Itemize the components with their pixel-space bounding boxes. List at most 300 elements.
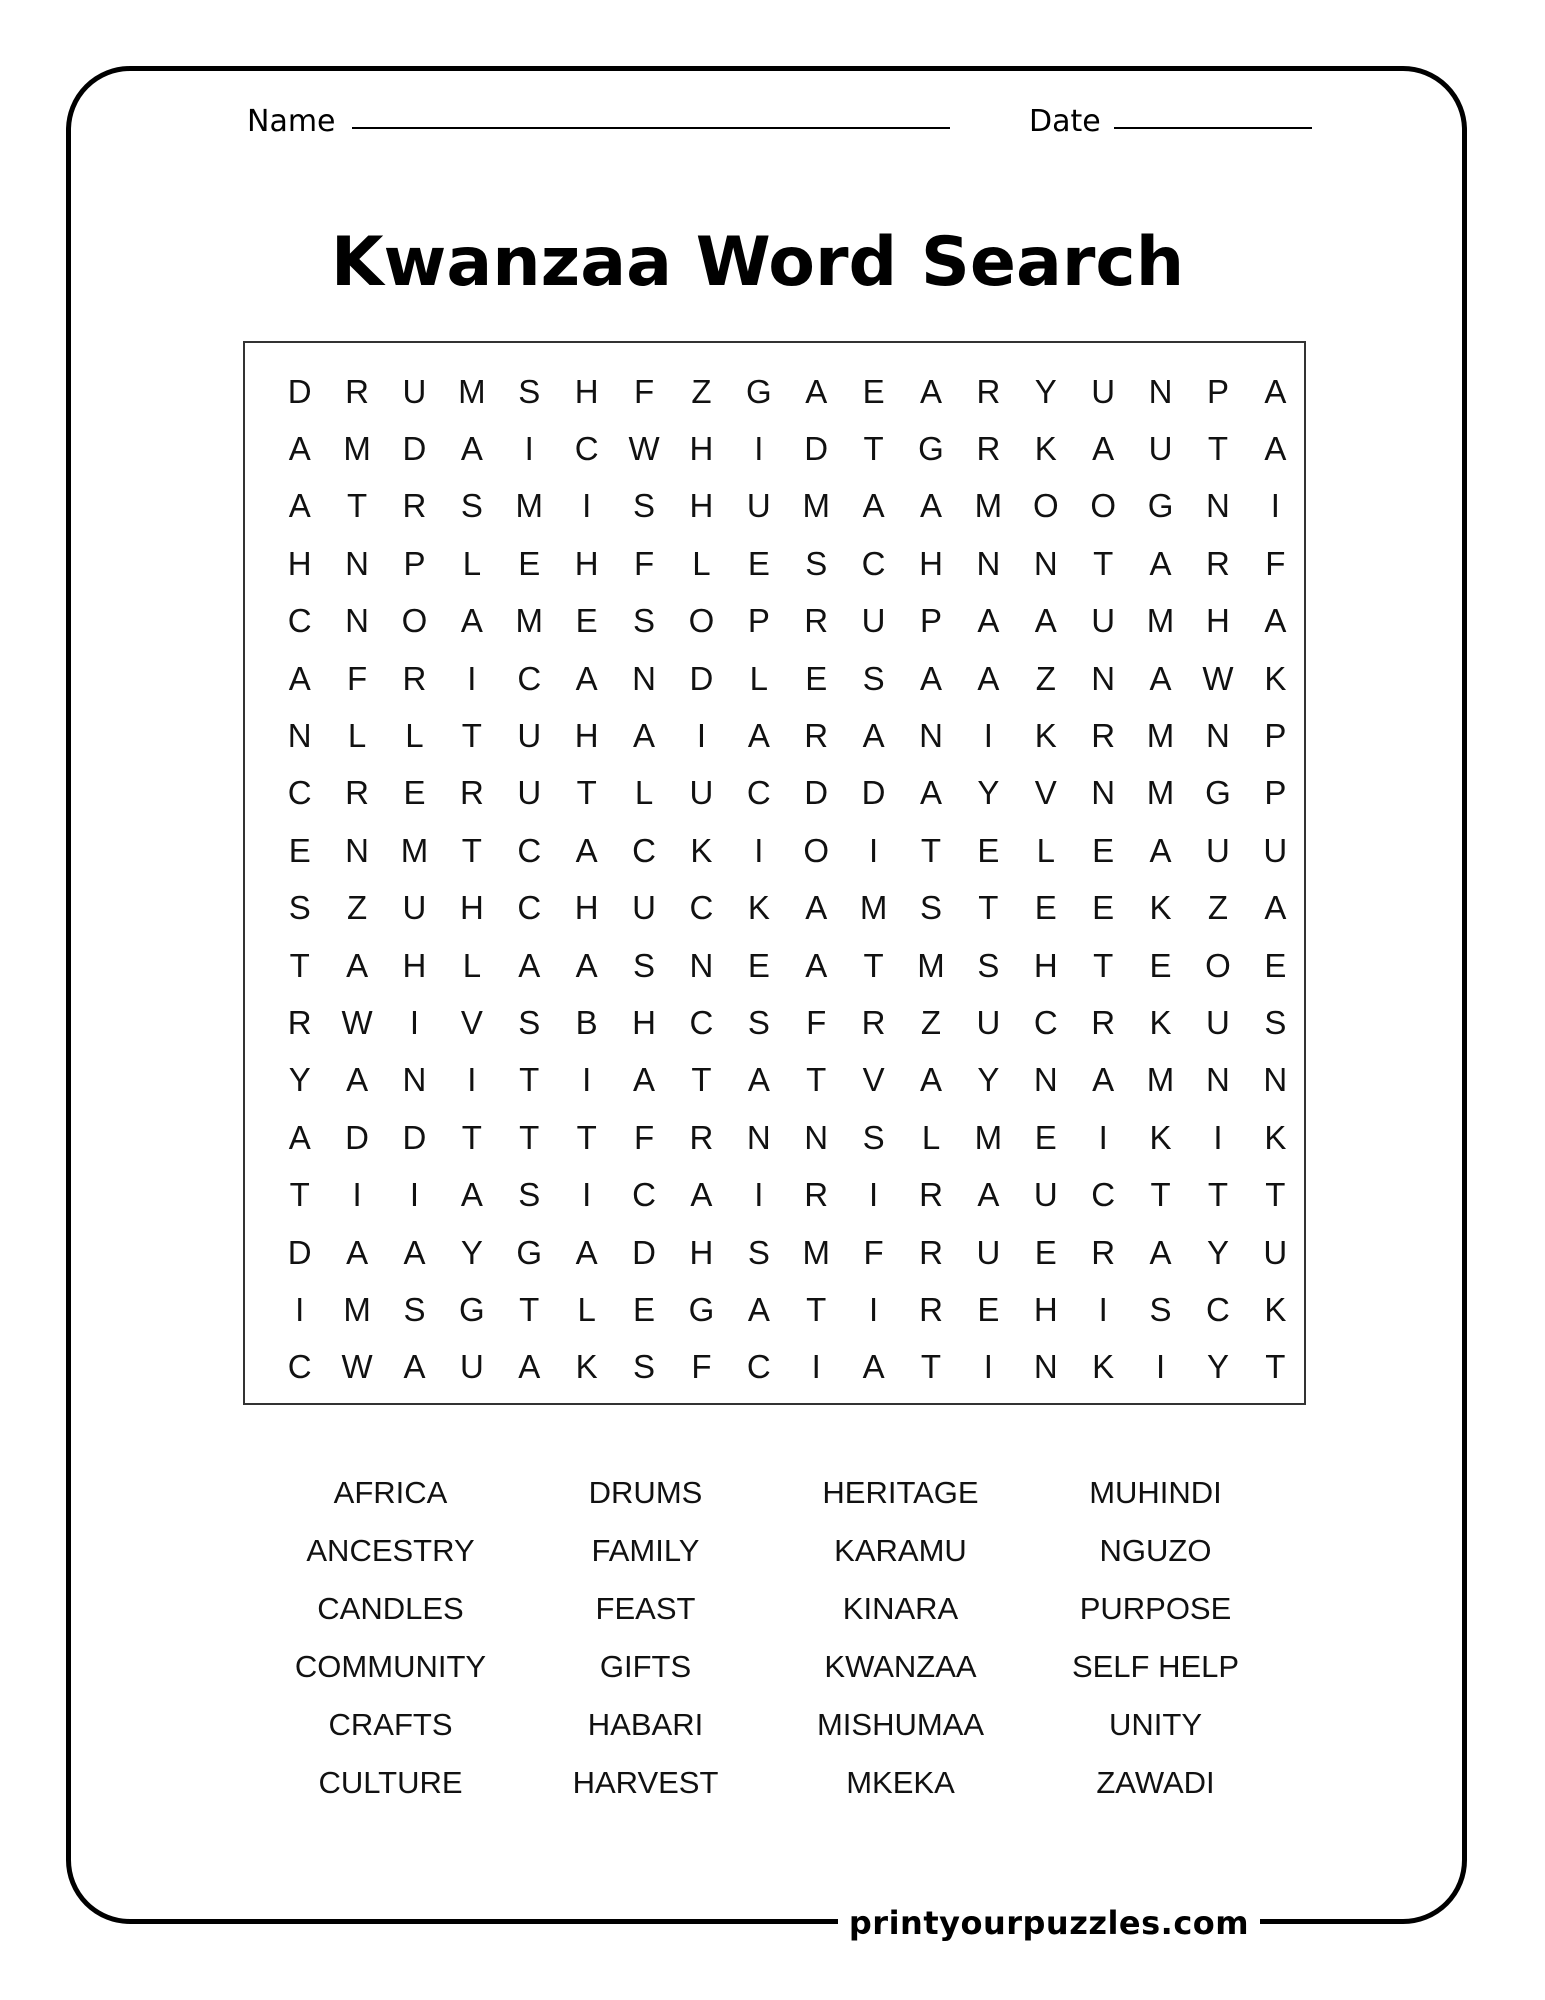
grid-letter: A xyxy=(633,1061,656,1099)
grid-letter: A xyxy=(1149,1233,1172,1271)
grid-letter: U xyxy=(517,717,542,755)
grid-letter: R xyxy=(287,1003,312,1041)
grid-letter: P xyxy=(1264,717,1287,755)
grid-letter: A xyxy=(460,1176,483,1214)
grid-letter: T xyxy=(519,1118,540,1156)
grid-letter: N xyxy=(1148,372,1173,410)
grid-letter: U xyxy=(689,774,714,812)
grid-letter: F xyxy=(633,544,655,582)
grid-letter: A xyxy=(288,659,311,697)
grid-letter: H xyxy=(574,544,599,582)
grid-letter: A xyxy=(1264,372,1287,410)
grid-letter: C xyxy=(689,889,714,927)
grid-letter: A xyxy=(919,774,942,812)
grid-letter: S xyxy=(633,487,656,525)
grid-letter: C xyxy=(517,889,542,927)
grid-letter: I xyxy=(409,1003,420,1041)
grid-letter: T xyxy=(576,1118,597,1156)
grid-letter: H xyxy=(459,889,484,927)
word-list-item: FAMILY xyxy=(591,1533,700,1568)
grid-letter: U xyxy=(402,889,427,927)
grid-letter: G xyxy=(516,1233,543,1271)
grid-letter: A xyxy=(518,946,541,984)
grid-letter: D xyxy=(402,1118,427,1156)
grid-letter: U xyxy=(1091,372,1116,410)
grid-letter: Y xyxy=(460,1233,483,1271)
grid-letter: A xyxy=(862,717,885,755)
grid-letter: C xyxy=(1206,1290,1230,1328)
grid-letter: O xyxy=(401,602,428,640)
grid-letter: C xyxy=(517,659,542,697)
grid-letter: G xyxy=(745,372,772,410)
grid-letter: M xyxy=(917,946,945,984)
grid-letter: G xyxy=(459,1290,485,1328)
grid-letter: C xyxy=(746,1348,771,1386)
grid-letter: Y xyxy=(1206,1233,1229,1271)
grid-letter: M xyxy=(400,831,429,869)
grid-letter: E xyxy=(977,1290,1000,1328)
grid-letter: M xyxy=(515,487,543,525)
word-list-item: ANCESTRY xyxy=(306,1533,475,1568)
word-list-item: GIFTS xyxy=(599,1649,692,1684)
grid-letter: I xyxy=(582,1176,592,1214)
grid-letter: M xyxy=(458,372,486,410)
grid-letter: B xyxy=(575,1003,598,1041)
grid-letter: A xyxy=(288,1118,311,1156)
grid-letter: T xyxy=(1093,544,1114,582)
grid-letter: U xyxy=(976,1003,1001,1041)
grid-letter: A xyxy=(1092,1061,1115,1099)
grid-letter: T xyxy=(519,1061,540,1099)
grid-letter: N xyxy=(1206,1061,1230,1099)
grid-letter: O xyxy=(803,831,830,869)
grid-letter: L xyxy=(921,1118,941,1156)
grid-letter: S xyxy=(1264,1003,1287,1041)
grid-letter: T xyxy=(1207,430,1229,468)
grid-letter: T xyxy=(1150,1176,1171,1214)
grid-letter: K xyxy=(1149,1118,1172,1156)
grid-letter: L xyxy=(577,1290,596,1328)
grid-letter: Y xyxy=(977,1061,1000,1099)
grid-letter: I xyxy=(1098,1118,1108,1156)
grid-letter: H xyxy=(689,487,714,525)
grid-letter: S xyxy=(747,1233,770,1271)
word-list-item: AFRICA xyxy=(333,1475,448,1510)
grid-letter: T xyxy=(576,774,597,812)
grid-letter: H xyxy=(574,889,599,927)
grid-letter: D xyxy=(804,774,829,812)
grid-letter: A xyxy=(919,1061,942,1099)
grid-letter: R xyxy=(861,1003,886,1041)
grid-letter: P xyxy=(919,602,942,640)
grid-letter: S xyxy=(747,1003,770,1041)
grid-letter: C xyxy=(746,774,771,812)
grid-letter: F xyxy=(691,1348,712,1386)
grid-letter: I xyxy=(582,1061,592,1099)
grid-letter: W xyxy=(341,1348,373,1386)
grid-letter: U xyxy=(861,602,886,640)
grid-letter: N xyxy=(345,602,369,640)
grid-letter: E xyxy=(1264,946,1287,984)
grid-letter: K xyxy=(1034,717,1057,755)
grid-letter: T xyxy=(863,946,884,984)
word-list-item: FEAST xyxy=(595,1591,696,1626)
grid-letter: N xyxy=(1206,717,1230,755)
grid-letter: H xyxy=(1033,946,1058,984)
word-list xyxy=(263,1464,1283,1812)
grid-letter: F xyxy=(633,1118,655,1156)
grid-letter: H xyxy=(402,946,427,984)
grid-letter: T xyxy=(289,1176,310,1214)
grid-letter: U xyxy=(1033,1176,1058,1214)
grid-letter: I xyxy=(869,1290,879,1328)
grid-letter: S xyxy=(518,1003,541,1041)
grid-letter: E xyxy=(862,372,885,410)
grid-letter: P xyxy=(1206,372,1229,410)
grid-letter: A xyxy=(862,1348,885,1386)
grid-letter: U xyxy=(1263,1233,1288,1271)
word-list-item: KARAMU xyxy=(834,1533,967,1568)
grid-letter: R xyxy=(919,1176,943,1214)
date-field-line[interactable] xyxy=(1114,127,1312,129)
grid-letter: A xyxy=(575,946,598,984)
grid-letter: V xyxy=(862,1061,885,1099)
grid-letter: T xyxy=(920,831,942,869)
grid-letter: T xyxy=(519,1290,540,1328)
grid-letter: Y xyxy=(977,774,1000,812)
grid-letter: A xyxy=(346,1061,369,1099)
grid-letter: T xyxy=(1207,1176,1229,1214)
grid-letter: S xyxy=(919,889,942,927)
grid-letter: O xyxy=(1032,487,1059,525)
grid-letter: R xyxy=(402,659,427,697)
grid-letter: A xyxy=(747,1290,770,1328)
grid-letter: A xyxy=(1264,889,1287,927)
grid-letter: T xyxy=(806,1290,827,1328)
grid-letter: F xyxy=(633,372,655,410)
grid-letter: A xyxy=(919,487,942,525)
grid-letter: T xyxy=(863,430,884,468)
grid-letter: T xyxy=(461,1118,482,1156)
grid-letter: E xyxy=(1034,1233,1057,1271)
grid-letter: A xyxy=(1264,430,1287,468)
grid-letter: S xyxy=(460,487,483,525)
grid-letter: R xyxy=(689,1118,714,1156)
word-list-item: SELF HELP xyxy=(1071,1649,1240,1684)
grid-letter: W xyxy=(1202,659,1234,697)
grid-letter: M xyxy=(802,1233,830,1271)
grid-letter: R xyxy=(804,717,829,755)
grid-letter: N xyxy=(1263,1061,1288,1099)
grid-letter: K xyxy=(1149,1003,1172,1041)
grid-letter: Z xyxy=(920,1003,942,1041)
grid-letter: U xyxy=(632,889,656,927)
grid-letter: H xyxy=(287,544,312,582)
grid-letter: R xyxy=(1206,544,1230,582)
grid-letter: A xyxy=(690,1176,713,1214)
grid-letter: E xyxy=(747,946,770,984)
word-list-item: ZAWADI xyxy=(1096,1765,1215,1800)
grid-letter: T xyxy=(347,487,368,525)
grid-letter: U xyxy=(1091,602,1116,640)
grid-letter: D xyxy=(345,1118,369,1156)
grid-letter: O xyxy=(688,602,715,640)
word-list-item: MKEKA xyxy=(846,1765,955,1800)
grid-letter: L xyxy=(405,717,424,755)
grid-letter: S xyxy=(633,946,656,984)
word-list-item: CRAFTS xyxy=(328,1707,453,1742)
grid-letter: S xyxy=(862,1118,885,1156)
grid-letter: R xyxy=(1091,717,1116,755)
grid-letter: C xyxy=(689,1003,714,1041)
grid-letter: E xyxy=(977,831,1000,869)
grid-letter: M xyxy=(1146,717,1175,755)
grid-letter: O xyxy=(1090,487,1116,525)
grid-letter: N xyxy=(976,544,1001,582)
grid-letter: T xyxy=(289,946,310,984)
grid-letter: A xyxy=(919,659,942,697)
grid-letter: I xyxy=(983,717,993,755)
grid-letter: M xyxy=(515,602,543,640)
grid-letter: R xyxy=(919,1290,943,1328)
grid-letter: P xyxy=(403,544,426,582)
header xyxy=(0,100,1545,144)
grid-letter: M xyxy=(1146,602,1175,640)
word-list-item: UNITY xyxy=(1109,1707,1202,1742)
grid-letter: Z xyxy=(347,889,368,927)
grid-letter: R xyxy=(1091,1003,1116,1041)
grid-letter: C xyxy=(287,774,312,812)
grid-letter: Y xyxy=(1034,372,1057,410)
grid-letter: K xyxy=(690,831,713,869)
grid-letter: A xyxy=(805,372,828,410)
grid-letter: A xyxy=(1264,602,1287,640)
grid-letter: L xyxy=(634,774,654,812)
grid-letter: U xyxy=(746,487,771,525)
grid-letter: I xyxy=(467,1061,477,1099)
grid-letter: I xyxy=(467,659,477,697)
grid-letter: I xyxy=(811,1348,821,1386)
grid-letter: A xyxy=(460,430,483,468)
grid-letter: A xyxy=(575,1233,598,1271)
grid-letter: D xyxy=(287,1233,312,1271)
grid-letter: I xyxy=(409,1176,420,1214)
grid-letter: S xyxy=(1149,1290,1172,1328)
grid-letter: C xyxy=(861,544,886,582)
grid-letter: M xyxy=(1146,774,1175,812)
grid-letter: M xyxy=(974,1118,1003,1156)
grid-letter: L xyxy=(347,717,367,755)
grid-letter: A xyxy=(977,602,1000,640)
word-list-item: COMMUNITY xyxy=(294,1649,487,1684)
grid-letter: E xyxy=(805,659,828,697)
grid-letter: K xyxy=(1264,659,1287,697)
grid-letter: M xyxy=(1146,1061,1175,1099)
grid-letter: K xyxy=(747,889,770,927)
grid-letter: A xyxy=(1149,659,1172,697)
grid-letter: R xyxy=(402,487,427,525)
grid-letter: T xyxy=(1265,1176,1286,1214)
grid-letter: N xyxy=(804,1118,829,1156)
grid-letter: D xyxy=(632,1233,656,1271)
grid-letter: P xyxy=(747,602,770,640)
grid-letter: F xyxy=(347,659,368,697)
grid-letter: N xyxy=(345,831,369,869)
grid-letter: U xyxy=(517,774,542,812)
grid-letter: N xyxy=(1033,544,1058,582)
grid-letter: E xyxy=(1092,831,1115,869)
grid-letter: V xyxy=(460,1003,483,1041)
grid-letter: R xyxy=(976,430,1001,468)
grid-letter: A xyxy=(518,1348,541,1386)
grid-letter: N xyxy=(1033,1061,1058,1099)
grid-letter: L xyxy=(462,946,482,984)
grid-letter: S xyxy=(633,602,656,640)
grid-letter: K xyxy=(575,1348,598,1386)
grid-letter: E xyxy=(288,831,311,869)
grid-letter: A xyxy=(862,487,885,525)
grid-letter: C xyxy=(632,1176,656,1214)
grid-letter: I xyxy=(582,487,592,525)
grid-letter: E xyxy=(403,774,426,812)
grid-letter: A xyxy=(403,1348,426,1386)
grid-letter: N xyxy=(1206,487,1230,525)
grid-letter: P xyxy=(1264,774,1287,812)
grid-letter: E xyxy=(1149,946,1172,984)
grid-letter: I xyxy=(869,1176,879,1214)
grid-letter: A xyxy=(747,1061,770,1099)
grid-letter: D xyxy=(804,430,829,468)
grid-letter: H xyxy=(574,717,599,755)
grid-letter: U xyxy=(1148,430,1173,468)
grid-letter: I xyxy=(352,1176,362,1214)
word-list-item: HERITAGE xyxy=(822,1475,979,1510)
grid-letter: H xyxy=(632,1003,656,1041)
grid-letter: W xyxy=(628,430,660,468)
grid-letter: H xyxy=(689,430,714,468)
grid-letter: I xyxy=(754,1176,764,1214)
page-title: Kwanzaa Word Search xyxy=(330,223,1185,302)
grid-letter: A xyxy=(288,430,311,468)
grid-letter: I xyxy=(696,717,707,755)
grid-letter: N xyxy=(287,717,312,755)
grid-letter: C xyxy=(287,1348,312,1386)
grid-letter: M xyxy=(859,889,888,927)
grid-letter: E xyxy=(518,544,541,582)
grid-letter: N xyxy=(1091,774,1116,812)
grid-letter: R xyxy=(976,372,1001,410)
grid-letter: S xyxy=(977,946,1000,984)
grid-letter: T xyxy=(461,831,482,869)
word-search-grid xyxy=(271,363,1304,1396)
grid-letter: H xyxy=(574,372,599,410)
word-list-item: CULTURE xyxy=(318,1765,463,1800)
grid-letter: K xyxy=(1264,1290,1287,1328)
grid-letter: A xyxy=(805,946,828,984)
grid-letter: A xyxy=(288,487,311,525)
grid-letter: F xyxy=(1265,544,1286,582)
grid-letter: K xyxy=(1149,889,1172,927)
grid-letter: I xyxy=(295,1290,305,1328)
grid-letter: R xyxy=(1091,1233,1116,1271)
grid-letter: M xyxy=(343,430,371,468)
grid-letter: A xyxy=(403,1233,426,1271)
grid-letter: A xyxy=(575,659,598,697)
grid-letter: A xyxy=(747,717,770,755)
grid-letter: U xyxy=(1206,831,1230,869)
grid-letter: N xyxy=(919,717,943,755)
grid-letter: G xyxy=(1147,487,1174,525)
grid-letter: S xyxy=(288,889,311,927)
grid-letter: G xyxy=(1205,774,1231,812)
grid-letter: T xyxy=(1265,1348,1286,1386)
grid-letter: A xyxy=(1149,831,1172,869)
grid-letter: G xyxy=(918,430,944,468)
grid-letter: A xyxy=(977,659,1000,697)
grid-letter: D xyxy=(861,774,886,812)
grid-letter: M xyxy=(974,487,1003,525)
grid-letter: R xyxy=(459,774,484,812)
grid-letter: N xyxy=(689,946,714,984)
word-list-item: CANDLES xyxy=(317,1591,464,1626)
grid-letter: L xyxy=(1036,831,1055,869)
grid-letter: C xyxy=(1033,1003,1058,1041)
grid-letter: K xyxy=(1034,430,1057,468)
grid-letter: N xyxy=(1091,659,1116,697)
grid-letter: E xyxy=(1092,889,1115,927)
grid-letter: A xyxy=(977,1176,1000,1214)
date-label: Date xyxy=(1029,104,1101,139)
word-list-item: NGUZO xyxy=(1099,1533,1212,1568)
grid-letter: I xyxy=(1213,1118,1223,1156)
grid-letter: Y xyxy=(288,1061,311,1099)
grid-letter: I xyxy=(754,430,764,468)
grid-letter: M xyxy=(343,1290,371,1328)
name-field-line[interactable] xyxy=(352,127,950,129)
grid-letter: O xyxy=(1205,946,1231,984)
grid-letter: I xyxy=(524,430,534,468)
word-list-item: HARVEST xyxy=(572,1765,719,1800)
grid-letter: W xyxy=(341,1003,373,1041)
grid-letter: C xyxy=(287,602,312,640)
grid-letter: A xyxy=(1149,544,1172,582)
grid-letter: C xyxy=(517,831,542,869)
grid-letter: R xyxy=(345,372,369,410)
grid-letter: H xyxy=(1206,602,1230,640)
grid-letter: N xyxy=(632,659,656,697)
grid-letter: A xyxy=(633,717,656,755)
word-list-item: MUHINDI xyxy=(1089,1475,1222,1510)
grid-letter: T xyxy=(978,889,999,927)
grid-letter: H xyxy=(919,544,943,582)
grid-letter: A xyxy=(919,372,942,410)
grid-letter: E xyxy=(1034,889,1057,927)
grid-letter: A xyxy=(1034,602,1057,640)
grid-letter: T xyxy=(461,717,482,755)
grid-letter: R xyxy=(345,774,369,812)
grid-letter: L xyxy=(692,544,711,582)
grid-letter: N xyxy=(402,1061,427,1099)
grid-letter: I xyxy=(754,831,764,869)
grid-letter: E xyxy=(633,1290,656,1328)
grid-letter: A xyxy=(346,946,369,984)
grid-letter: F xyxy=(863,1233,884,1271)
grid-letter: D xyxy=(402,430,427,468)
grid-letter: T xyxy=(1093,946,1114,984)
grid-letter: U xyxy=(1206,1003,1230,1041)
grid-letter: A xyxy=(460,602,483,640)
grid-letter: I xyxy=(1155,1348,1166,1386)
